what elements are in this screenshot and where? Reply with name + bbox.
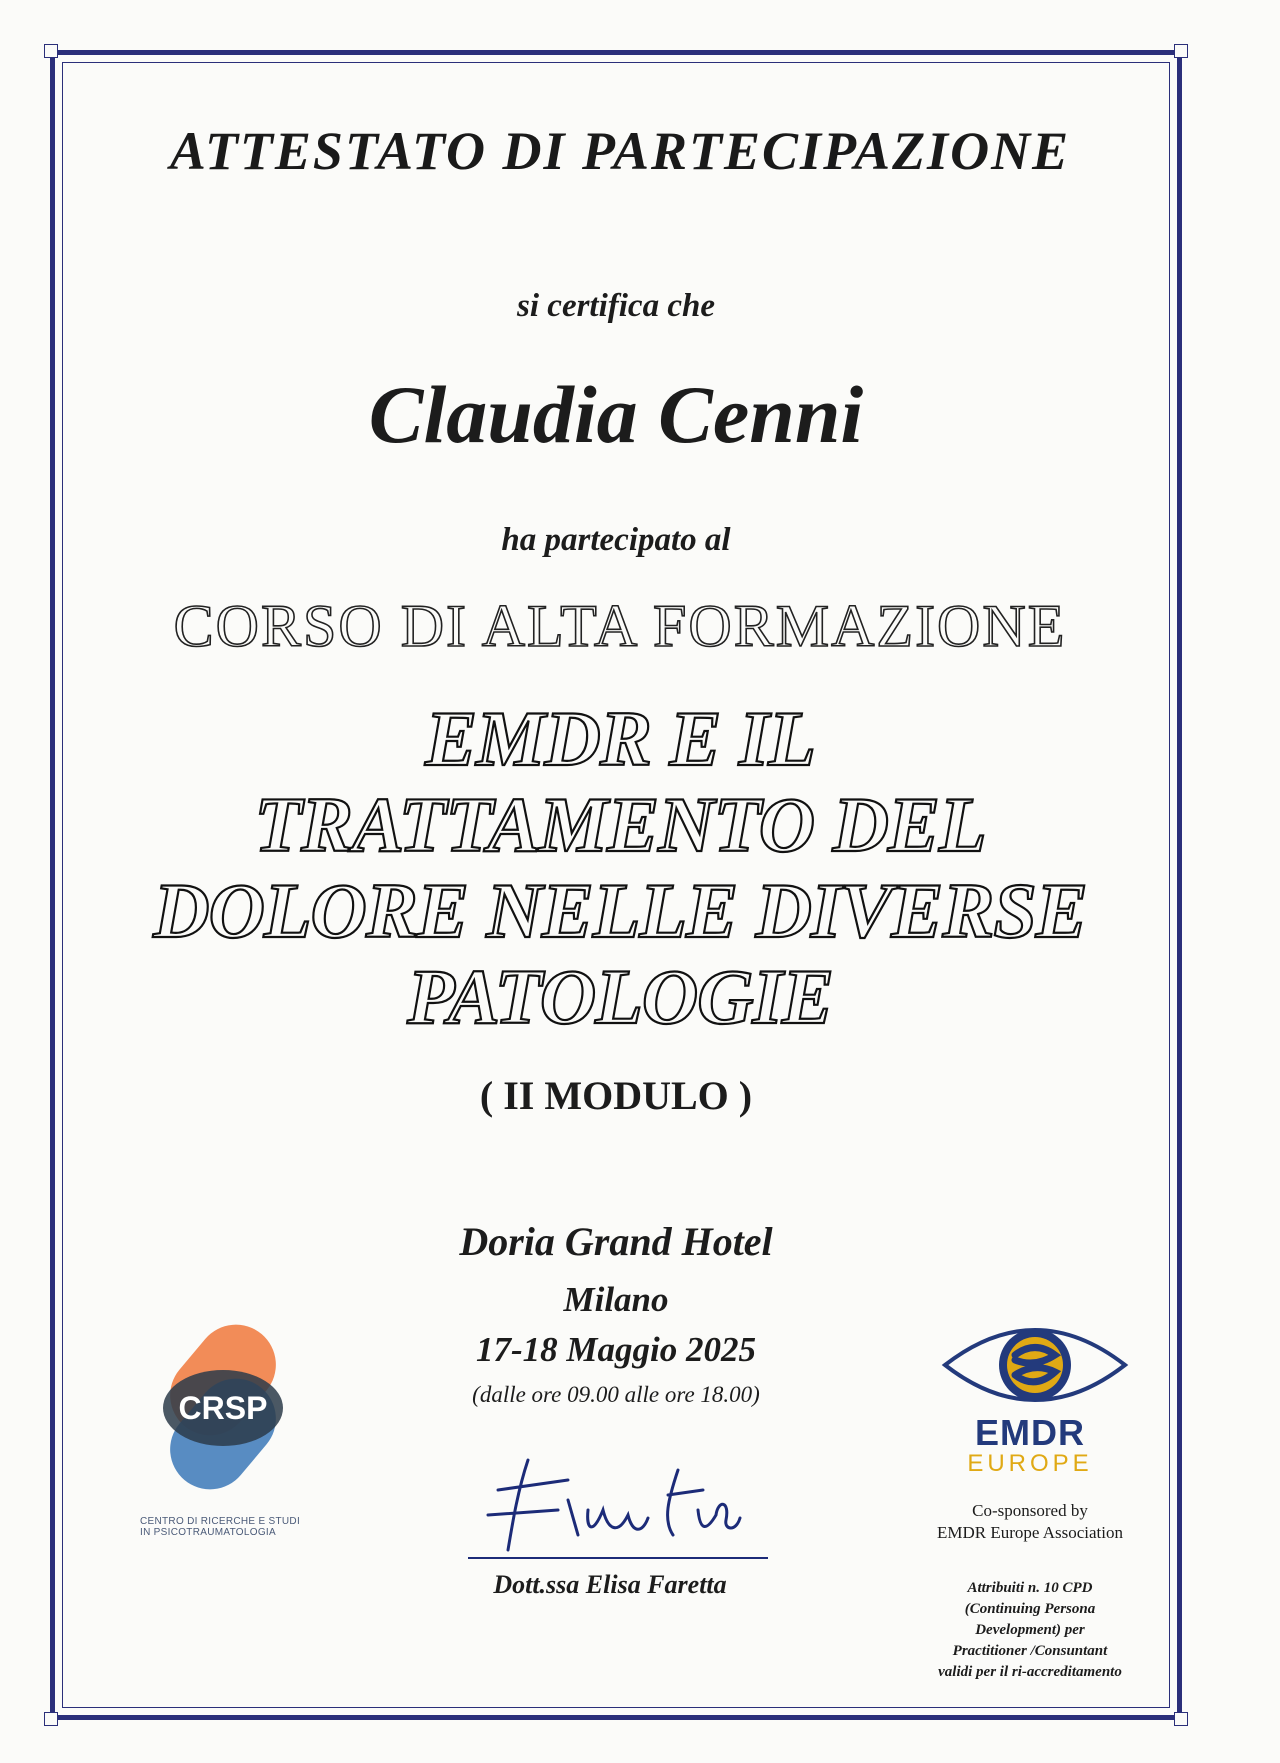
course-title-line: PATOLOGIE	[407, 953, 833, 1040]
crsp-caption	[140, 1516, 340, 1538]
cosponsor-line: Co-sponsored by	[972, 1501, 1088, 1520]
signature	[468, 1440, 808, 1570]
crsp-logo-text: CRSP	[178, 1390, 268, 1426]
city: Milano	[563, 1280, 669, 1319]
recipient-name: Claudia Cenni	[368, 369, 864, 460]
module-label: ( II MODULO )	[479, 1073, 753, 1118]
corner-ornament	[44, 44, 58, 58]
corner-ornament	[44, 1712, 58, 1726]
cosponsor-text	[910, 1500, 1150, 1544]
crsp-caption-line: IN PSICOTRAUMATOLOGIA	[140, 1527, 276, 1538]
event-hours: (dalle ore 09.00 alle ore 18.00)	[472, 1382, 760, 1407]
crsp-caption-line: CENTRO DI RICERCHE E STUDI	[140, 1516, 301, 1527]
cpd-line: Practitioner /Consuntant	[952, 1643, 1108, 1659]
cpd-line: Attribuiti n. 10 CPD	[967, 1580, 1093, 1596]
certificate-title: ATTESTATO DI PARTECIPAZIONE	[169, 121, 1071, 181]
cosponsor-line: EMDR Europe Association	[936, 1523, 1124, 1542]
course-title	[60, 696, 1180, 1040]
signatory-name: Dott.ssa Elisa Faretta	[493, 1570, 727, 1599]
course-title-line: EMDR E IL	[425, 695, 815, 782]
cpd-line: (Continuing Persona	[964, 1601, 1096, 1617]
corner-ornament	[1174, 44, 1188, 58]
course-title-line: DOLORE NELLE DIVERSE	[153, 867, 1087, 954]
venue: Doria Grand Hotel	[459, 1219, 773, 1264]
emdr-logo-sub: EUROPE	[967, 1450, 1093, 1477]
corner-ornament	[1174, 1712, 1188, 1726]
course-title-line: TRATTAMENTO DEL	[254, 781, 986, 868]
cpd-line: Development) per	[975, 1622, 1085, 1638]
cpd-line: validi per il ri-accreditamento	[938, 1664, 1122, 1680]
crsp-logo	[138, 1318, 308, 1498]
intro-text: si certifica che	[517, 288, 715, 324]
emdr-logo-name: EMDR	[975, 1412, 1085, 1453]
cpd-credits	[900, 1578, 1160, 1683]
course-type: CORSO DI ALTA FORMAZIONE	[173, 593, 1067, 659]
participation-text: ha partecipato al	[501, 522, 731, 558]
event-dates: 17-18 Maggio 2025	[476, 1330, 756, 1369]
